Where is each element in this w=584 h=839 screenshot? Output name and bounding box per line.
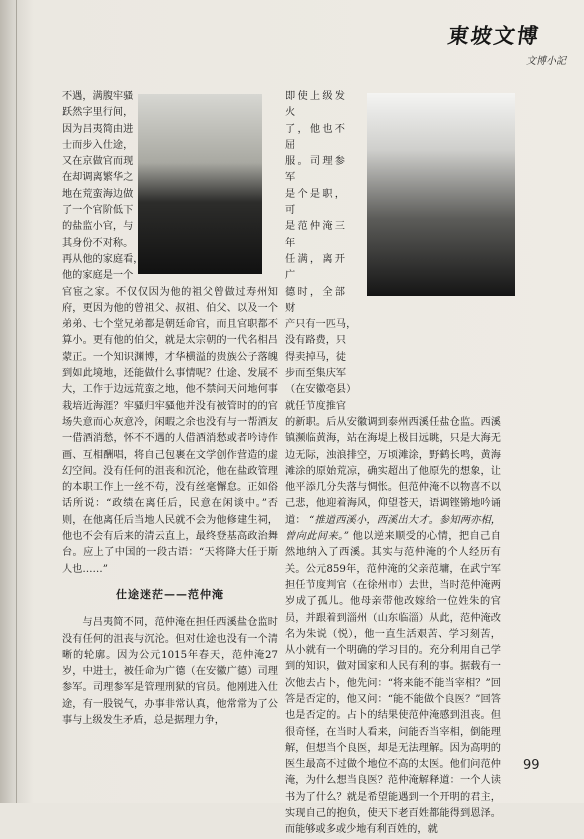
left-text-column [62, 89, 278, 729]
left-paragraph-1: 官宦之家。不仅仅因为他的祖父曾做过寿州知府，更因为他的曾祖父、叔祖、伯父、以及一个弟弟、七个堂兄弟都是朝廷命官，而且官职都不算小。更有他的伯父，就是太宗朝的一代名相吕蒙正。一个知识渊博，才华横溢的贵族公子落魄到如此境地，还能做什么事情呢？仕途、发展不大，工作于边远荒蛮之地，他不禁问天问地何事栽培近海涯？牢骚归牢骚他并没有被管时的的官场失意而心灰意冷，闲暇之余也没有与一帮酒友一借酒消愁，怀不不遇的人借酒消愁或者吟诗作画、互相酬唱，将自己包裹在文学创作营造的虚幻空间。没有任何的沮丧和沉沦，他在盐政管理的本职工作上一丝不苟，没有丝毫懈怠。正如俗话所说：“政绩在离任后，民意在闲谈中。”否则，在他离任后当地人民就不会为他修建生祠，他也不会有后来的清云直上，最终登基高政治舞台。应上了中国的一段古语：“天将降大任于斯人也……” [62, 286, 278, 575]
page-number: 99 [523, 758, 540, 773]
right-paragraph-1 [285, 415, 501, 839]
text-line: 没有路费，只 [285, 335, 347, 347]
binding-gutter [16, 0, 17, 803]
body-text: 他以逆来顺受的心情，把自己自然地纳入了西溪。其实与范仲淹的个人经历有关。公元859年，范仲淹的父亲范墉，在武宁军担任节度判官（在徐州市）去世，当时范仲淹两岁成了孤儿。他母亲带他改嫁给一位姓朱的官员，并跟着到淄州（山东临淄）从此，范仲淹改名为朱说（悦），他一直生活艰苦、学习刻苦，从小就有一个明确的学习目的。充分利用自己学到的知识，做对国家和人民有利的事。据载有一次他去占卜，他先问：“将来能不能当宰相？”回答是否定的，他又问：“能不能做个良医？”回答也是否定的。占卜的结果使范仲淹感到沮丧。但很奇怪，在当时人看来，问能否当宰相，倒能理解，但想当个良医，却是无法理解。因为高明的医生最高不过做个地位不高的太医。他们问范仲淹，为什么想当良医？范仲淹解释道：一个人读书为了什么？就是希望能遇到一个开明的君主，实现自己的抱负，使天下老百姓都能得到恩泽。而能够或多或少地有利百姓的，就 [285, 531, 501, 836]
text-line: 得卖掉马，徒 [285, 351, 347, 363]
text-line: 了一个官阶低下 [62, 205, 134, 217]
body-text: 的新职。后从安徽调到泰州西溪任盐仓监。西溪镇濒临黄海，站在海堤上极目远眺，只是大海无边无际，浊浪排空，万顷滩涂，野鹤长鸣，黄海滩涂的原始荒凉，确实超出了他原先的想象，让他平添几分失落与惆怅。但范仲淹不以物喜不以己悲，他迎着海风，仰望苍天，语调铿锵地吟诵道： [285, 416, 501, 526]
photo-wrap-space [152, 89, 278, 271]
text-line: 在却调离繁华之 [62, 172, 134, 184]
text-line: 是个是职，可 [285, 188, 345, 217]
text-line: 因为吕夷简由进 [62, 123, 134, 135]
text-line: 士而步入仕途， [62, 139, 134, 151]
column-signature: 文博小記 [526, 56, 566, 67]
text-line: 又在京做官而现 [62, 156, 134, 168]
left-paragraph-2: 与吕夷简不同，范仲淹在担任西溪盐仓监时没有任何的沮丧与沉沦。但对仕途也没有一个清晰的轮廓。因为公元1015年春天，范仲淹27岁，中进士，被任命为广德（在安徽广德）司理参军。司理参军是管理刑狱的官员。他刚进入仕途，有一股锐气，办事非常认真，他常常为了公事与上级发生矛盾，总是据理力争， [62, 617, 278, 726]
text-line: 是范仲淹三年 [285, 221, 345, 249]
text-line: 跃然字里行间， [62, 107, 134, 119]
text-line: 了，他也不屈 [285, 123, 345, 151]
text-line: 其身份不对称。 [62, 237, 134, 249]
right-text-column [285, 89, 501, 839]
section-subheading: 仕途迷茫——范仲淹 [116, 587, 224, 601]
poem-quote: “推道西溪小，西溪出大才。参知两亦相，曾向此间来。” [285, 514, 501, 543]
text-line: 再从他的家庭看， [62, 253, 144, 265]
text-line: 任满，离开广 [285, 253, 345, 282]
text-line: 德时，全部财 [285, 286, 345, 314]
text-line: 的盐监小官，与 [62, 221, 134, 233]
text-line: 服。司理参军 [285, 156, 345, 184]
text-line: 步而至集庆军 [285, 368, 347, 380]
text-line: 地在荒蛮海边做 [62, 188, 134, 200]
column-title: 東坡文博 [446, 23, 542, 48]
text-line: 产只有一匹马， [285, 319, 357, 331]
photo-wrap-space [351, 89, 501, 294]
text-line: 即使上级发火 [285, 91, 345, 119]
text-line: 就任节度推官 [285, 400, 347, 412]
column-banner [448, 20, 566, 78]
text-line: 不遇，满腹牢骚 [62, 91, 134, 102]
text-line: 他的家庭是一个 [62, 270, 134, 282]
text-line: （在安徽亳县） [285, 384, 357, 396]
